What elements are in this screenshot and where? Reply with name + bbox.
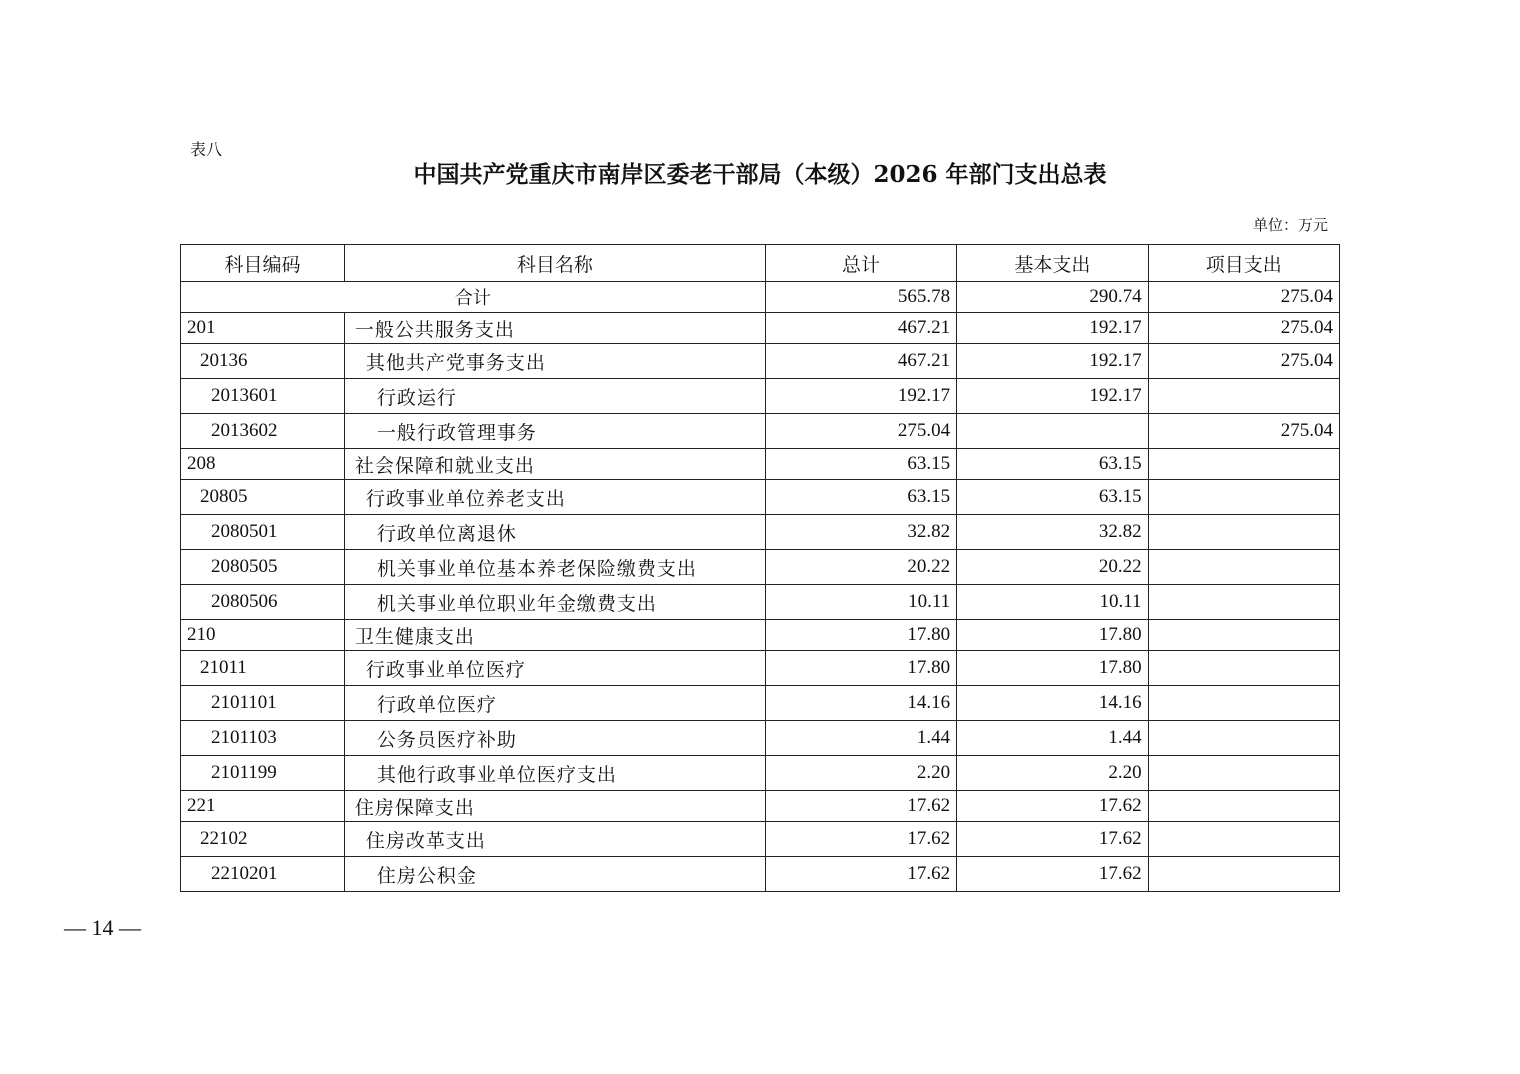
row-code: 20136 [181,344,345,379]
row-code: 210 [181,620,345,651]
row-name: 其他共产党事务支出 [344,344,765,379]
row-code: 2013601 [181,379,345,414]
row-code: 2101101 [181,686,345,721]
row-total: 17.80 [765,620,956,651]
table-row [181,313,1340,344]
total-sum: 565.78 [765,282,956,313]
row-code: 221 [181,791,345,822]
table-label: 表八 [190,140,223,159]
expenditure-table [180,244,1340,892]
row-name: 机关事业单位基本养老保险缴费支出 [344,550,765,585]
row-project: 275.04 [1148,414,1339,449]
table-row [181,515,1340,550]
row-name: 行政单位医疗 [344,686,765,721]
row-basic: 17.62 [957,822,1148,857]
row-total: 1.44 [765,721,956,756]
row-project [1148,756,1339,791]
row-basic: 32.82 [957,515,1148,550]
row-project [1148,449,1339,480]
row-code: 22102 [181,822,345,857]
row-project [1148,620,1339,651]
row-project: 275.04 [1148,344,1339,379]
row-project [1148,480,1339,515]
row-total: 192.17 [765,379,956,414]
header-basic: 基本支出 [957,245,1148,282]
row-name: 住房公积金 [344,857,765,892]
row-name: 其他行政事业单位医疗支出 [344,756,765,791]
row-basic: 14.16 [957,686,1148,721]
row-code: 2101103 [181,721,345,756]
table-row [181,651,1340,686]
row-basic: 17.62 [957,791,1148,822]
page-title: 中国共产党重庆市南岸区委老干部局（本级）2026 年部门支出总表 [413,161,1107,188]
table-row [181,379,1340,414]
row-total: 2.20 [765,756,956,791]
table-row [181,480,1340,515]
row-total: 63.15 [765,480,956,515]
row-basic: 192.17 [957,313,1148,344]
row-name: 行政事业单位养老支出 [344,480,765,515]
table-header-row [181,245,1340,282]
row-name: 住房保障支出 [344,791,765,822]
table-row [181,686,1340,721]
row-code: 2080506 [181,585,345,620]
unit-note: 单位：万元 [1252,216,1328,234]
row-total: 17.62 [765,791,956,822]
row-total: 32.82 [765,515,956,550]
row-basic: 17.62 [957,857,1148,892]
row-name: 一般行政管理事务 [344,414,765,449]
row-total: 275.04 [765,414,956,449]
table-row [181,756,1340,791]
total-basic: 290.74 [957,282,1148,313]
total-row [181,282,1340,313]
row-name: 社会保障和就业支出 [344,449,765,480]
header-project: 项目支出 [1148,245,1339,282]
row-project [1148,515,1339,550]
row-project [1148,791,1339,822]
total-project: 275.04 [1148,282,1339,313]
row-code: 2101199 [181,756,345,791]
row-project [1148,822,1339,857]
row-name: 卫生健康支出 [344,620,765,651]
row-project [1148,857,1339,892]
table-row [181,585,1340,620]
row-total: 63.15 [765,449,956,480]
row-code: 2080505 [181,550,345,585]
table-row [181,791,1340,822]
table-row [181,414,1340,449]
row-name: 机关事业单位职业年金缴费支出 [344,585,765,620]
header-total: 总计 [765,245,956,282]
row-code: 2013602 [181,414,345,449]
row-name: 住房改革支出 [344,822,765,857]
row-code: 21011 [181,651,345,686]
row-code: 201 [181,313,345,344]
header-name: 科目名称 [344,245,765,282]
table-row [181,857,1340,892]
row-basic: 17.80 [957,620,1148,651]
row-project [1148,651,1339,686]
row-total: 17.62 [765,822,956,857]
row-total: 17.80 [765,651,956,686]
row-project [1148,686,1339,721]
row-basic: 20.22 [957,550,1148,585]
row-basic: 1.44 [957,721,1148,756]
table-row [181,721,1340,756]
row-code: 2080501 [181,515,345,550]
row-project [1148,550,1339,585]
row-code: 20805 [181,480,345,515]
row-code: 2210201 [181,857,345,892]
table-row [181,550,1340,585]
row-project [1148,585,1339,620]
row-code: 208 [181,449,345,480]
table-row [181,822,1340,857]
row-project [1148,379,1339,414]
row-basic: 2.20 [957,756,1148,791]
row-basic: 63.15 [957,480,1148,515]
table-row [181,620,1340,651]
row-project [1148,721,1339,756]
row-basic: 192.17 [957,344,1148,379]
header-code: 科目编码 [181,245,345,282]
row-name: 公务员医疗补助 [344,721,765,756]
row-name: 行政运行 [344,379,765,414]
row-basic: 17.80 [957,651,1148,686]
row-total: 10.11 [765,585,956,620]
row-total: 17.62 [765,857,956,892]
row-name: 行政单位离退休 [344,515,765,550]
total-label: 合计 [181,282,766,313]
row-project: 275.04 [1148,313,1339,344]
table-row [181,344,1340,379]
row-total: 20.22 [765,550,956,585]
row-basic: 10.11 [957,585,1148,620]
row-name: 行政事业单位医疗 [344,651,765,686]
row-name: 一般公共服务支出 [344,313,765,344]
row-total: 467.21 [765,313,956,344]
row-basic: 63.15 [957,449,1148,480]
table-row [181,449,1340,480]
page-number: — 14 — [64,915,141,940]
row-basic [957,414,1148,449]
row-total: 467.21 [765,344,956,379]
row-basic: 192.17 [957,379,1148,414]
row-total: 14.16 [765,686,956,721]
